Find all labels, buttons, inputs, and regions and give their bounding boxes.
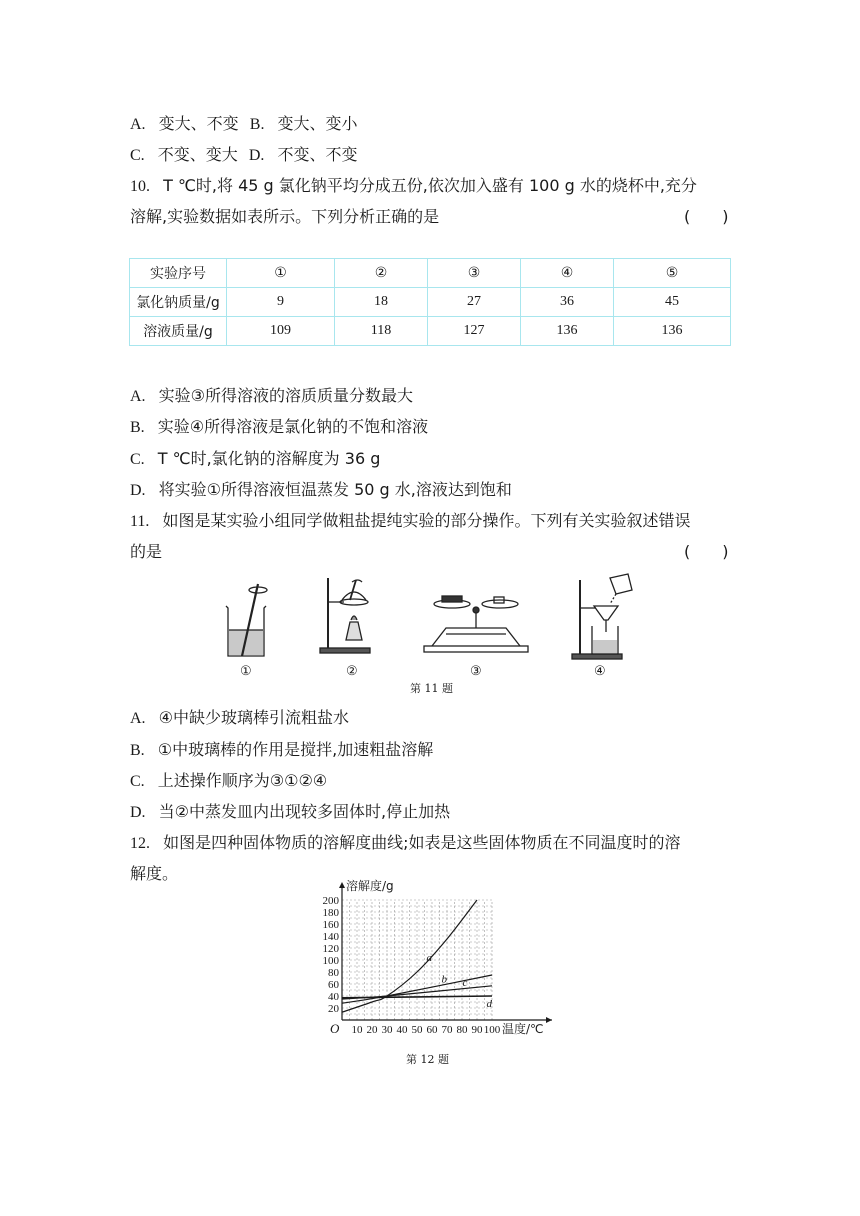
q12-stem-line2 [130,864,178,884]
x-tick-label: 100 [483,1024,501,1036]
q11-option-d [130,802,450,823]
option-label: D. [130,482,146,499]
table-cell: 36 [521,288,614,317]
table-cell: 109 [227,317,335,346]
x-tick-label: 70 [441,1024,453,1036]
x-tick-label: 90 [471,1024,483,1036]
q12-stem-line1 [130,833,681,854]
x-tick-label: 10 [351,1024,363,1036]
option-text: 实验④所得溶液是氯化钠的不饱和溶液 [157,417,429,436]
x-tick-label: 60 [426,1024,438,1036]
option-text: 不变、不变 [277,145,358,164]
option-label: C. [130,147,145,164]
table-cell: 9 [227,288,335,317]
y-tick-label: 80 [328,967,339,979]
option-text: T ℃时,氯化钠的溶解度为 36 g [157,449,381,468]
q10-option-a [130,386,413,407]
option-label: A. [130,710,146,727]
q10-option-b [130,417,428,438]
y-tick-label: 140 [322,931,339,943]
figure-caption: 第 12 题 [406,1053,449,1066]
q11-option-c [130,771,327,792]
option-text: ①中玻璃棒的作用是搅拌,加速粗盐溶解 [157,740,434,759]
table-cell: ② [335,259,428,288]
figure-label-2: ② [346,664,358,679]
y-tick-label: 60 [328,979,339,991]
q10-stem-line2 [130,207,439,227]
y-axis-arrow [339,882,345,888]
answer-paren: ( ) [684,542,729,561]
origin-label: O [330,1021,340,1036]
q10-option-c [130,449,380,470]
question-number: 11. [130,513,150,530]
filtration-apparatus-icon [572,574,632,659]
table-cell: 136 [521,317,614,346]
table-row-label: 氯化钠质量/g [130,288,227,317]
x-tick-label: 40 [396,1024,408,1036]
y-tick-label: 40 [328,991,339,1003]
chart-grid [342,900,492,1020]
q11-option-b [130,740,433,761]
table-cell: 45 [614,288,731,317]
x-axis-arrow [546,1017,552,1023]
option-text: 当②中蒸发皿内出现较多固体时,停止加热 [158,802,451,821]
question-text: 解度。 [130,864,179,883]
table-cell: ① [227,259,335,288]
table-header-row [130,259,731,288]
beaker-stirring-icon [226,584,267,656]
question-text: 溶解,实验数据如表所示。下列分析正确的是 [130,207,440,226]
q11-lab-figure [206,570,646,694]
table-row [130,288,731,317]
question-text: T ℃时,将 45 g 氯化钠平均分成五份,依次加入盛有 100 g 水的烧杯中,充分 [163,176,697,195]
q11-stem-line1 [130,511,691,532]
question-number: 12. [130,835,150,852]
answer-paren: ( ) [684,207,729,226]
y-axis-label: 溶解度/g [346,879,394,893]
option-label: D. [130,804,146,821]
option-text: 上述操作顺序为③①②④ [157,771,328,790]
option-label: C. [130,451,145,468]
series-line-d [342,996,492,998]
y-tick-label: 160 [322,919,339,931]
question-text: 如图是某实验小组同学做粗盐提纯实验的部分操作。下列有关实验叙述错误 [162,511,691,530]
question-number: 10. [130,178,150,195]
table-cell: 127 [428,317,521,346]
option-label: A. [130,116,146,133]
evaporation-apparatus-icon [320,578,370,653]
series-label-c: c [462,976,468,989]
table-cell: 实验序号 [130,259,227,288]
question-text: 的是 [130,542,163,561]
option-text: ④中缺少玻璃棒引流粗盐水 [158,708,350,727]
figure-caption: 第 11 题 [410,682,453,695]
series-label-a: a [426,951,432,964]
option-label: B. [249,116,265,133]
y-tick-label: 120 [322,943,339,955]
y-tick-label: 100 [322,955,339,967]
figure-label-3: ③ [470,664,482,679]
table-row-label: 溶液质量/g [130,317,227,346]
y-tick-label: 180 [322,907,339,919]
y-tick-label: 200 [322,895,339,907]
x-tick-label: 50 [411,1024,423,1036]
series-label-b: b [441,973,447,986]
option-label: B. [130,419,145,436]
q11-option-a [130,708,349,729]
x-tick-label: 20 [366,1024,378,1036]
figure-label-1: ① [240,664,252,679]
option-text: 将实验①所得溶液恒温蒸发 50 g 水,溶液达到饱和 [158,480,512,499]
question-text: 如图是四种固体物质的溶解度曲线;如表是这些固体物质在不同温度时的溶 [163,833,681,852]
option-text: 变大、变小 [277,114,358,133]
table-cell: ③ [428,259,521,288]
table-cell: 27 [428,288,521,317]
option-label: A. [130,388,146,405]
q9-options-cd [130,145,358,166]
q10-data-table [129,258,731,346]
q9-options-ab [130,114,358,135]
table-row [130,317,731,346]
table-cell: 118 [335,317,428,346]
figure-label-4: ④ [594,664,606,679]
x-tick-label: 30 [381,1024,393,1036]
table-cell: 136 [614,317,731,346]
option-label: C. [130,773,145,790]
series-label-d: d [486,998,492,1011]
option-label: D. [248,147,265,164]
table-cell: ④ [521,259,614,288]
table-cell: 18 [335,288,428,317]
balance-scale-icon [424,596,528,652]
q11-stem-line2 [130,542,162,562]
q10-stem-line1 [130,176,697,197]
option-label: B. [130,742,145,759]
table-cell: ⑤ [614,259,731,288]
x-axis-label: 温度/℃ [502,1022,544,1036]
option-text: 变大、不变 [158,114,239,133]
solubility-curve-chart [320,878,560,1048]
option-text: 实验③所得溶液的溶质质量分数最大 [158,386,414,405]
y-tick-label: 20 [328,1003,339,1015]
option-text: 不变、变大 [157,145,238,164]
q10-option-d [130,480,512,501]
x-tick-label: 80 [456,1024,468,1036]
